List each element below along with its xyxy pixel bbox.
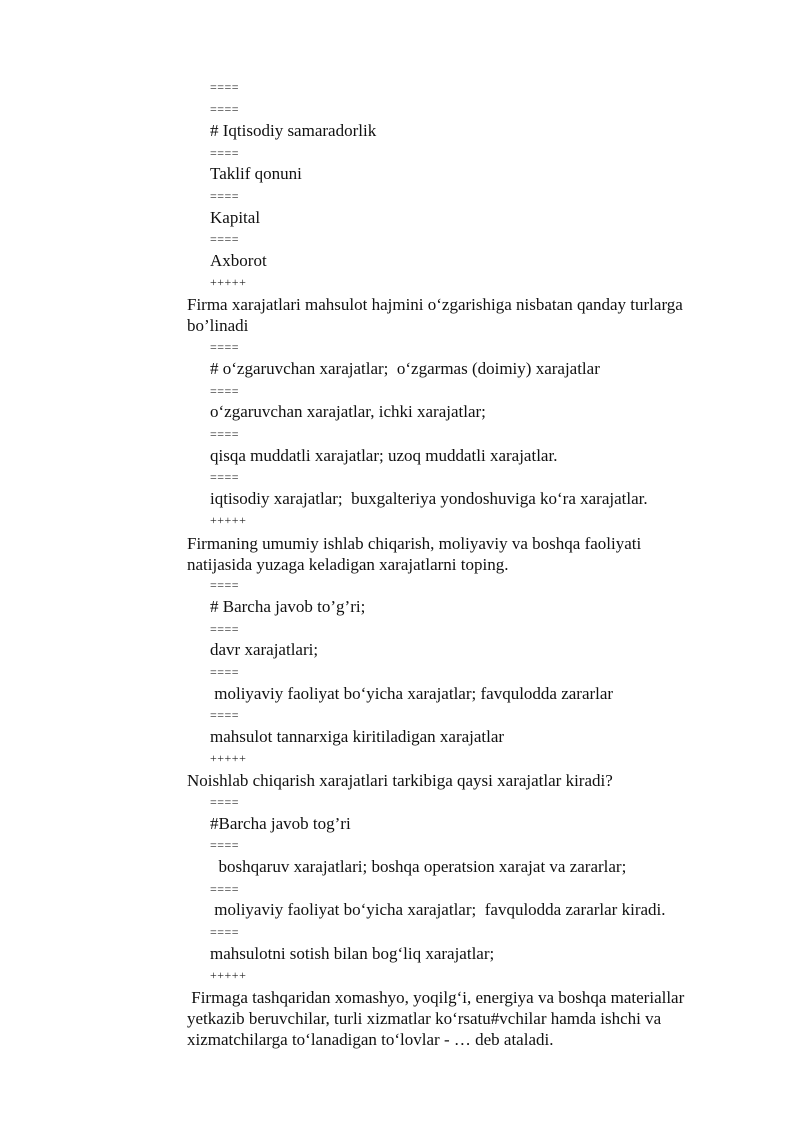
separator-line: ====	[210, 102, 240, 116]
answer-option: mahsulotni sotish bilan bog‘liq xarajatlar;	[210, 944, 495, 963]
separator-line: ====	[210, 384, 240, 398]
answer-option: o‘zgaruvchan xarajatlar, ichki xarajatlar;	[210, 402, 486, 421]
separator-line: ====	[210, 665, 240, 679]
question-separator: +++++	[210, 275, 247, 289]
answer-option-correct: #Barcha javob tog’ri	[210, 814, 351, 833]
answer-option: mahsulot tannarxiga kiritiladigan xarajatlar	[210, 727, 505, 746]
answer-option-correct: # Barcha javob to’g’ri;	[210, 597, 366, 616]
separator-line: ====	[210, 340, 240, 354]
question-text: yetkazib beruvchilar, turli xizmatlar ko‘rsatu#vchilar hamda ishchi va	[187, 1009, 662, 1028]
answer-option: Taklif qonuni	[210, 164, 302, 183]
separator-line: ====	[210, 838, 240, 852]
answer-option: moliyaviy faoliyat bo‘yicha xarajatlar; favqulodda zararlar kiradi.	[210, 900, 666, 919]
question-separator: +++++	[210, 751, 247, 765]
separator-line: ====	[210, 882, 240, 896]
separator-line: ====	[210, 470, 240, 484]
question-text: bo’linadi	[187, 316, 249, 335]
question-text: Firmaning umumiy ishlab chiqarish, moliyaviy va boshqa faoliyati	[187, 534, 642, 553]
separator-line: ====	[210, 232, 240, 246]
question-text: Firma xarajatlari mahsulot hajmini o‘zgarishiga nisbatan qanday turlarga	[187, 295, 683, 314]
separator-line: ====	[210, 146, 240, 160]
question-text: xizmatchilarga to‘lanadigan to‘lovlar - … deb ataladi.	[187, 1030, 554, 1049]
answer-option: davr xarajatlari;	[210, 640, 319, 659]
separator-line: ====	[210, 578, 240, 592]
answer-option-correct: # Iqtisodiy samaradorlik	[210, 121, 377, 140]
separator-line: ====	[210, 80, 240, 94]
question-separator: +++++	[210, 513, 247, 527]
separator-line: ====	[210, 622, 240, 636]
answer-option-correct: # o‘zgaruvchan xarajatlar; o‘zgarmas (doimiy) xarajatlar	[210, 359, 600, 378]
answer-option: iqtisodiy xarajatlar; buxgalteriya yondoshuviga ko‘ra xarajatlar.	[210, 489, 648, 508]
answer-option: qisqa muddatli xarajatlar; uzoq muddatli xarajatlar.	[210, 446, 558, 465]
answer-option: Kapital	[210, 208, 261, 227]
answer-option: moliyaviy faoliyat bo‘yicha xarajatlar; favqulodda zararlar	[210, 684, 614, 703]
answer-option: Axborot	[210, 251, 267, 270]
question-text: Noishlab chiqarish xarajatlari tarkibiga qaysi xarajatlar kiradi?	[187, 771, 613, 790]
question-text: natijasida yuzaga keladigan xarajatlarni toping.	[187, 555, 509, 574]
separator-line: ====	[210, 795, 240, 809]
separator-line: ====	[210, 427, 240, 441]
separator-line: ====	[210, 708, 240, 722]
answer-option: boshqaruv xarajatlari; boshqa operatsion xarajat va zararlar;	[210, 857, 627, 876]
separator-line: ====	[210, 189, 240, 203]
question-text: Firmaga tashqaridan xomashyo, yoqilg‘i, energiya va boshqa materiallar	[187, 988, 685, 1007]
separator-line: ====	[210, 925, 240, 939]
question-separator: +++++	[210, 968, 247, 982]
